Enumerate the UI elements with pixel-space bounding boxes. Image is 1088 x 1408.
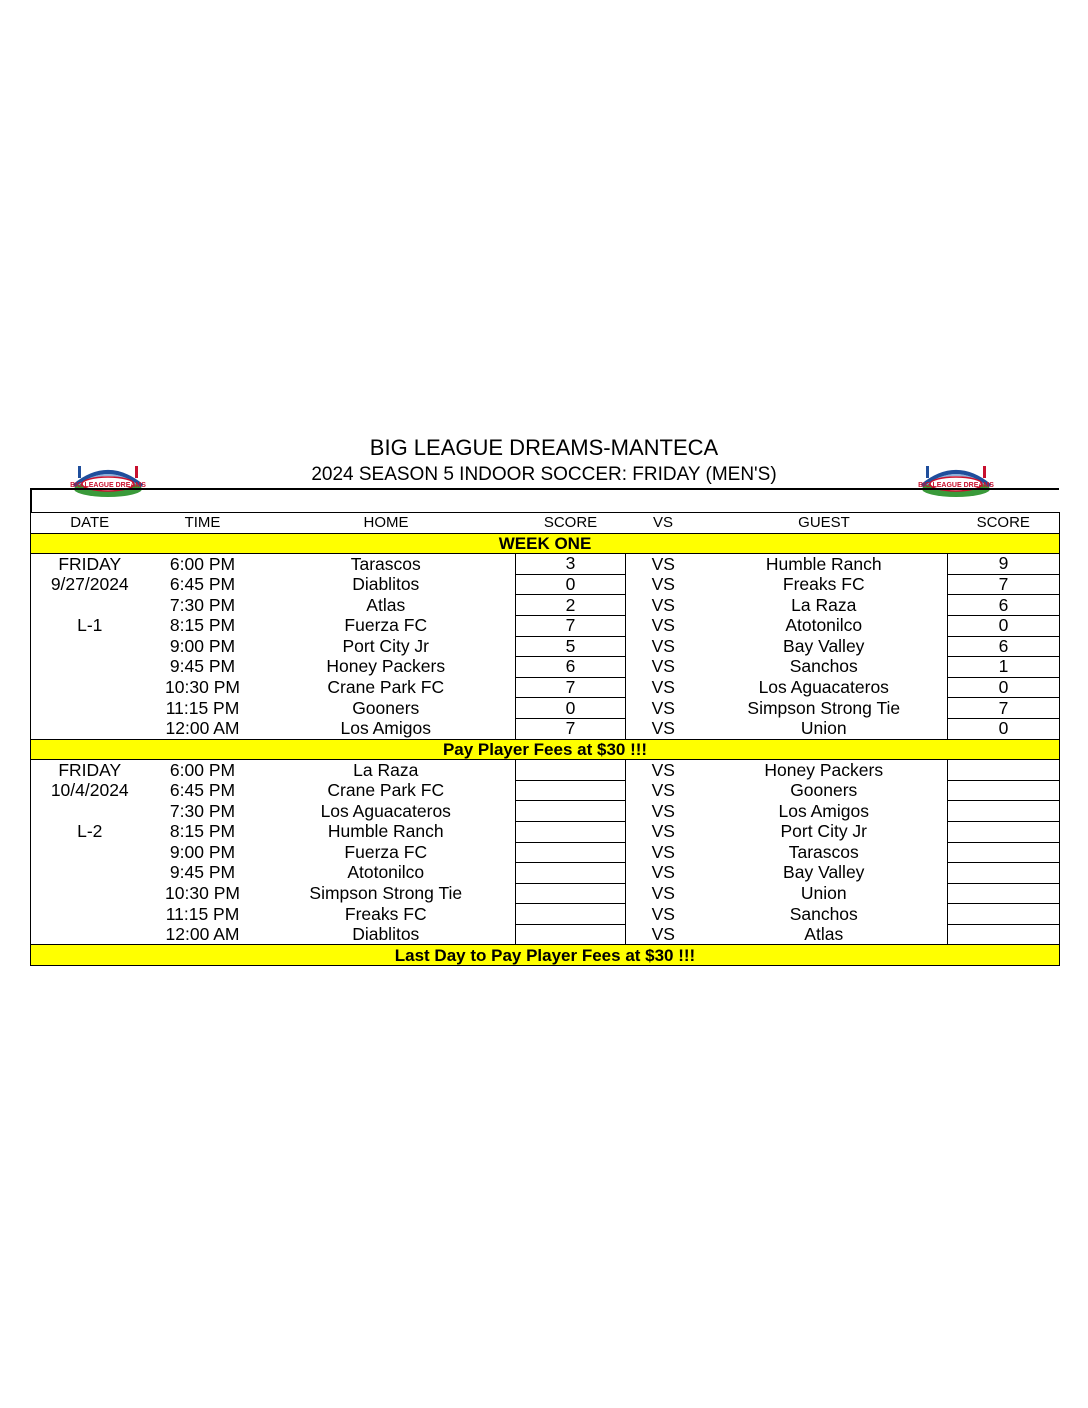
page-title: BIG LEAGUE DREAMS-MANTECA [369,435,719,460]
time-cell: 10:30 PM [165,883,240,903]
time-cell: 11:15 PM [165,903,240,924]
guest-team-cell: Humble Ranch [765,553,882,574]
svg-text:BIG LEAGUE DREAMS: BIG LEAGUE DREAMS [70,482,146,489]
time-cell: 8:15 PM [169,821,236,842]
vs-cell: VS [651,903,675,924]
date-cell: 9/27/2024 [31,574,149,595]
column-header-row [31,513,1060,534]
guest-score-cell [948,821,1060,842]
guest-score-cell [948,924,1060,945]
guest-score-cell: 0 [948,718,1060,739]
home-score-cell [516,760,626,781]
guest-score-cell [948,780,1060,801]
guest-team-cell: Union [800,883,847,903]
vs-cell: VS [651,780,675,801]
guest-score-cell [948,904,1060,925]
time-cell: 9:00 PM [169,842,236,862]
guest-score-cell: 0 [948,615,1060,636]
vs-cell: VS [651,594,675,615]
date-cell [31,904,149,925]
table-row [31,760,1060,781]
time-cell: 8:15 PM [169,615,236,636]
guest-score-cell [948,842,1060,863]
vs-cell: VS [651,862,675,883]
time-cell: 9:45 PM [169,862,236,883]
header-rule [30,488,1059,490]
home-score-cell [516,863,626,884]
col-guest-score-header: SCORE [948,513,1060,534]
home-score-cell [516,780,626,801]
time-cell: 9:45 PM [169,656,236,677]
week-banner-text: WEEK ONE [31,533,1060,554]
home-team-cell: La Raza [353,759,419,780]
table-row [31,821,1060,842]
footer-banner-text: Last Day to Pay Player Fees at $30 !!! [31,945,1060,966]
home-team-cell: Fuerza FC [344,842,428,862]
vs-cell: VS [626,718,701,739]
home-score-cell: 7 [516,615,626,636]
table-row [31,677,1060,698]
date-cell [31,924,149,945]
guest-score-cell [948,801,1060,822]
home-team-cell: Crane Park FC [327,677,445,698]
guest-score-cell [948,883,1060,904]
table-row [31,698,1060,719]
table-row [31,883,1060,904]
table-row [31,904,1060,925]
guest-score-cell: 0 [948,677,1060,698]
home-score-cell [516,842,626,863]
time-cell: 12:00 AM [149,718,257,739]
table-row [31,842,1060,863]
home-score-cell: 7 [516,677,626,698]
table-row [31,574,1060,595]
week-banner [31,739,1060,760]
vs-cell: VS [651,697,675,718]
col-time-header: TIME [149,513,257,534]
svg-text:BIG LEAGUE DREAMS: BIG LEAGUE DREAMS [918,482,994,489]
table-row [31,554,1060,575]
col-guest-header: GUEST [701,513,948,534]
table-row [31,780,1060,801]
date-cell [31,677,149,698]
vs-cell: VS [651,677,675,698]
guest-score-cell: 7 [948,574,1060,595]
guest-team-cell: Atlas [701,924,948,945]
guest-score-cell [948,863,1060,884]
week-banner-text: Pay Player Fees at $30 !!! [31,739,1060,760]
date-cell: 10/4/2024 [31,780,149,801]
time-cell: 7:30 PM [169,800,236,821]
guest-score-cell: 6 [948,595,1060,616]
guest-team-cell: Atotonilco [785,615,863,636]
big-league-dreams-logo-right [916,456,996,502]
home-team-cell: Honey Packers [326,656,446,677]
home-team-cell: Atlas [366,594,406,615]
date-cell [31,595,149,616]
home-score-cell: 7 [516,718,626,739]
date-cell [31,657,149,678]
time-cell: 10:30 PM [165,677,240,698]
guest-team-cell: Bay Valley [783,862,865,883]
table-row [31,801,1060,822]
time-cell: 6:45 PM [169,780,236,801]
home-team-cell: Simpson Strong Tie [309,883,463,903]
home-score-cell: 3 [516,554,626,575]
guest-team-cell: Tarascos [788,842,859,862]
date-cell [31,718,149,739]
vs-cell: VS [651,656,675,677]
table-row [31,863,1060,884]
guest-team-cell: Gooners [790,780,858,801]
vs-cell: VS [651,821,675,842]
guest-score-cell: 1 [948,657,1060,678]
home-team-cell: Atotonilco [347,862,425,883]
page-subtitle: 2024 SEASON 5 INDOOR SOCCER: FRIDAY (MEN'S) [311,464,777,485]
home-team-cell: Freaks FC [344,903,427,924]
date-cell: FRIDAY [31,760,149,781]
guest-team-cell: Simpson Strong Tie [747,697,901,718]
guest-team-cell: Bay Valley [783,636,865,656]
guest-team-cell: Union [701,718,948,739]
home-team-cell: Tarascos [350,553,421,574]
table-row [31,718,1060,739]
home-score-cell: 6 [516,657,626,678]
guest-team-cell: Port City Jr [780,821,868,842]
home-team-cell: Crane Park FC [327,780,445,801]
date-cell: L-1 [31,615,149,636]
date-cell [31,801,149,822]
guest-score-cell [948,760,1060,781]
time-cell: 6:45 PM [169,574,236,595]
vs-cell: VS [651,574,675,595]
col-vs-header: VS [626,513,701,534]
home-team-cell: Diablitos [257,924,516,945]
vs-cell: VS [651,615,675,636]
guest-score-cell: 9 [948,554,1060,575]
home-score-cell [516,883,626,904]
guest-score-cell: 7 [948,698,1060,719]
vs-cell: VS [626,924,701,945]
table-row [31,615,1060,636]
guest-team-cell: Los Aguacateros [758,677,889,698]
home-score-cell: 0 [516,574,626,595]
time-cell: 7:30 PM [169,594,236,615]
date-cell [31,883,149,904]
time-cell: 6:00 PM [169,759,236,780]
col-home-score-header: SCORE [516,513,626,534]
date-cell [31,636,149,657]
home-score-cell [516,904,626,925]
home-team-cell: Port City Jr [342,636,430,656]
vs-cell: VS [651,553,675,574]
date-cell: L-2 [31,821,149,842]
guest-team-cell: La Raza [791,594,857,615]
home-team-cell: Gooners [352,697,420,718]
time-cell: 12:00 AM [149,924,257,945]
guest-team-cell: Sanchos [789,903,858,924]
guest-score-cell: 6 [948,636,1060,657]
home-score-cell [516,821,626,842]
header-rule-tick [30,488,32,512]
col-home-header: HOME [257,513,516,534]
guest-team-cell: Freaks FC [782,574,865,595]
col-date-header: DATE [31,513,149,534]
date-cell [31,698,149,719]
home-team-cell: Los Aguacateros [320,800,451,821]
home-team-cell: Diablitos [352,574,420,595]
home-team-cell: Humble Ranch [327,821,444,842]
home-score-cell [516,924,626,945]
home-team-cell: Fuerza FC [344,615,428,636]
schedule-table [30,512,1060,966]
home-score-cell: 5 [516,636,626,657]
time-cell: 6:00 PM [169,553,236,574]
vs-cell: VS [651,883,675,903]
time-cell: 11:15 PM [165,697,240,718]
home-team-cell: Los Amigos [257,718,516,739]
home-score-cell: 2 [516,595,626,616]
guest-team-cell: Sanchos [789,656,858,677]
week-banner [31,533,1060,554]
time-cell: 9:00 PM [169,636,236,656]
guest-team-cell: Honey Packers [764,759,884,780]
footer-banner [31,945,1060,966]
vs-cell: VS [651,636,675,656]
vs-cell: VS [651,800,675,821]
vs-cell: VS [651,759,675,780]
table-row [31,657,1060,678]
table-row [31,924,1060,945]
table-row [31,595,1060,616]
table-row [31,636,1060,657]
home-score-cell [516,801,626,822]
date-cell [31,842,149,863]
home-score-cell: 0 [516,698,626,719]
guest-team-cell: Los Amigos [778,800,869,821]
big-league-dreams-logo-left [68,456,148,502]
date-cell [31,863,149,884]
vs-cell: VS [651,842,675,862]
date-cell: FRIDAY [31,554,149,575]
